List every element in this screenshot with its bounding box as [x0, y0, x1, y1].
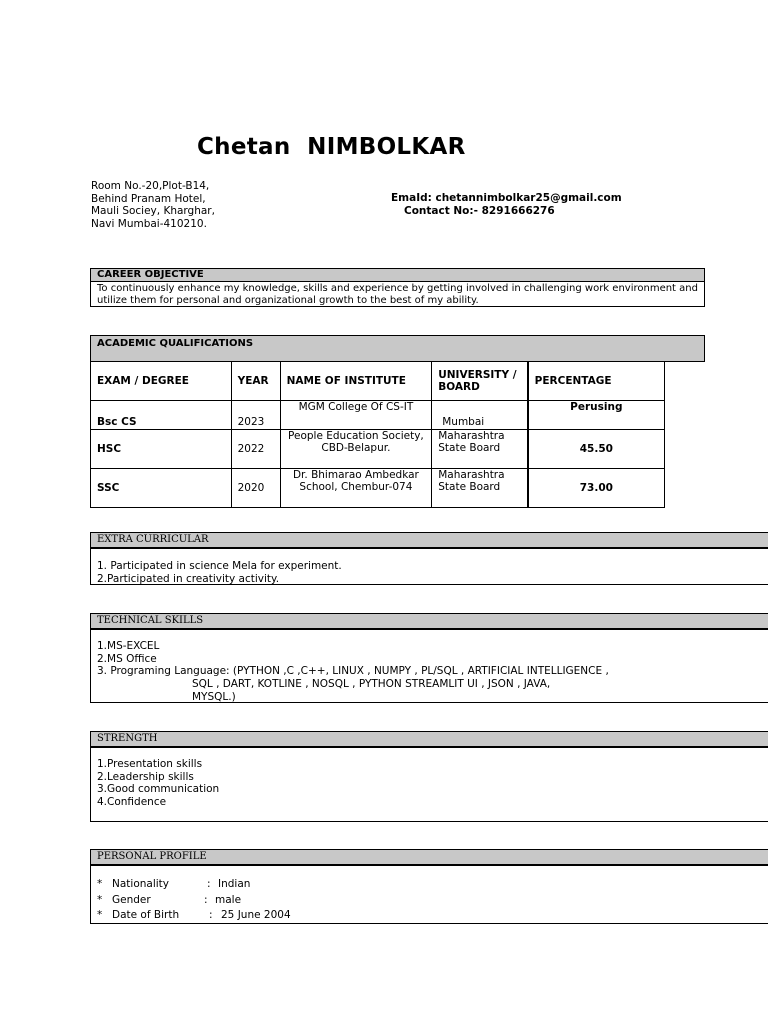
technical-skills-section [90, 613, 768, 703]
profile-value: male [215, 893, 242, 906]
academic-heading: ACADEMIC QUALIFICATIONS [90, 335, 705, 362]
profile-value: 25 June 2004 [221, 909, 291, 921]
year-cell: 2020 [231, 469, 280, 508]
phone-text: Contact No:- 8291666276 [404, 204, 555, 217]
board-cell: Maharashtra State Board [432, 430, 528, 469]
list-item: 3.Good communication [97, 783, 220, 796]
bullet-icon: * [97, 878, 103, 890]
table-row [91, 401, 665, 430]
list-item: 2.Leadership skills [97, 770, 194, 783]
percentage-cell: Perusing [528, 401, 665, 430]
institute-cell: MGM College Of CS-IT [280, 401, 432, 430]
list-item: 4.Confidence [97, 796, 167, 809]
address-line: Mauli Sociey, Kharghar, [91, 205, 215, 217]
profile-separator: : [204, 893, 208, 906]
section-heading: PERSONAL PROFILE [91, 850, 768, 866]
contact-block [391, 192, 622, 217]
profile-row-gender [97, 893, 768, 909]
exam-cell: Bsc CS [91, 401, 232, 430]
institute-cell: People Education Society, CBD-Belapur. [280, 430, 432, 469]
column-header: YEAR [231, 362, 280, 401]
extra-curricular-section [90, 532, 768, 585]
profile-value: Indian [218, 878, 251, 890]
profile-label: Gender [112, 893, 151, 906]
section-body [91, 748, 768, 809]
profile-separator: : [207, 878, 211, 890]
institute-cell: Dr. Bhimarao Ambedkar School, Chembur-074 [280, 469, 432, 508]
table-row [91, 469, 665, 508]
email-text: EmaId: chetannimbolkar25@gmail.com [391, 192, 622, 204]
address-line: Room No.-20,Plot-B14, [91, 180, 210, 192]
board-cell: Mumbai [432, 401, 528, 430]
profile-row-nationality [97, 877, 768, 893]
year-cell: 2023 [231, 401, 280, 430]
exam-cell: SSC [91, 469, 232, 508]
percentage-cell: 45.50 [528, 430, 665, 469]
table-header-row [91, 362, 665, 401]
list-item: 2.MS Office [97, 652, 157, 665]
board-cell: Maharashtra State Board [432, 469, 528, 508]
address-line: Behind Pranam Hotel, [91, 192, 206, 205]
list-item-continuation: MYSQL.) [192, 690, 236, 703]
list-item: 1.Presentation skills [97, 758, 203, 770]
bullet-icon: * [97, 893, 103, 906]
section-heading: TECHNICAL SKILLS [91, 614, 768, 630]
strength-section [90, 731, 768, 822]
address-line: Navi Mumbai-410210. [91, 217, 207, 230]
table-row [91, 430, 665, 469]
year-cell: 2022 [231, 430, 280, 469]
personal-profile-section [90, 849, 768, 924]
section-body [91, 866, 768, 924]
section-heading: STRENGTH [91, 732, 768, 748]
percentage-cell: 73.00 [528, 469, 665, 508]
section-body [91, 630, 768, 704]
profile-label: Nationality [112, 878, 170, 890]
column-header: NAME OF INSTITUTE [280, 362, 432, 401]
list-item: 2.Participated in creativity activity. [97, 572, 280, 585]
column-header: PERCENTAGE [528, 362, 665, 401]
column-header: EXAM / DEGREE [91, 362, 232, 401]
section-body [91, 549, 768, 585]
profile-separator: : [209, 909, 213, 921]
academic-table [90, 361, 665, 508]
profile-label: Date of Birth [112, 909, 180, 921]
list-item: 1. Participated in science Mela for experiment. [97, 560, 342, 572]
column-header: UNIVERSITY / BOARD [432, 362, 528, 401]
section-heading: CAREER OBJECTIVE [91, 269, 704, 282]
list-item: 3. Programing Language: (PYTHON ,C ,C++, LINUX , NUMPY , PL/SQL , ARTIFICIAL INTELLIGENCE , [97, 665, 609, 678]
profile-row-dob [97, 908, 768, 924]
exam-cell: HSC [91, 430, 232, 469]
career-objective-text: To continuously enhance my knowledge, skills and experience by getting involved in challenging work environment and utilize them for personal and organizational growth to the best of my ability. [97, 283, 698, 306]
bullet-icon: * [97, 909, 103, 921]
list-item-continuation: SQL , DART, KOTLINE , NOSQL , PYTHON STREAMLIT UI , JSON , JAVA, [192, 678, 551, 691]
section-heading: EXTRA CURRICULAR [91, 533, 768, 549]
list-item: 1.MS-EXCEL [97, 640, 160, 652]
career-objective-section [90, 268, 705, 307]
address-block [91, 180, 215, 230]
candidate-name: Chetan NIMBOLKAR [197, 134, 466, 160]
